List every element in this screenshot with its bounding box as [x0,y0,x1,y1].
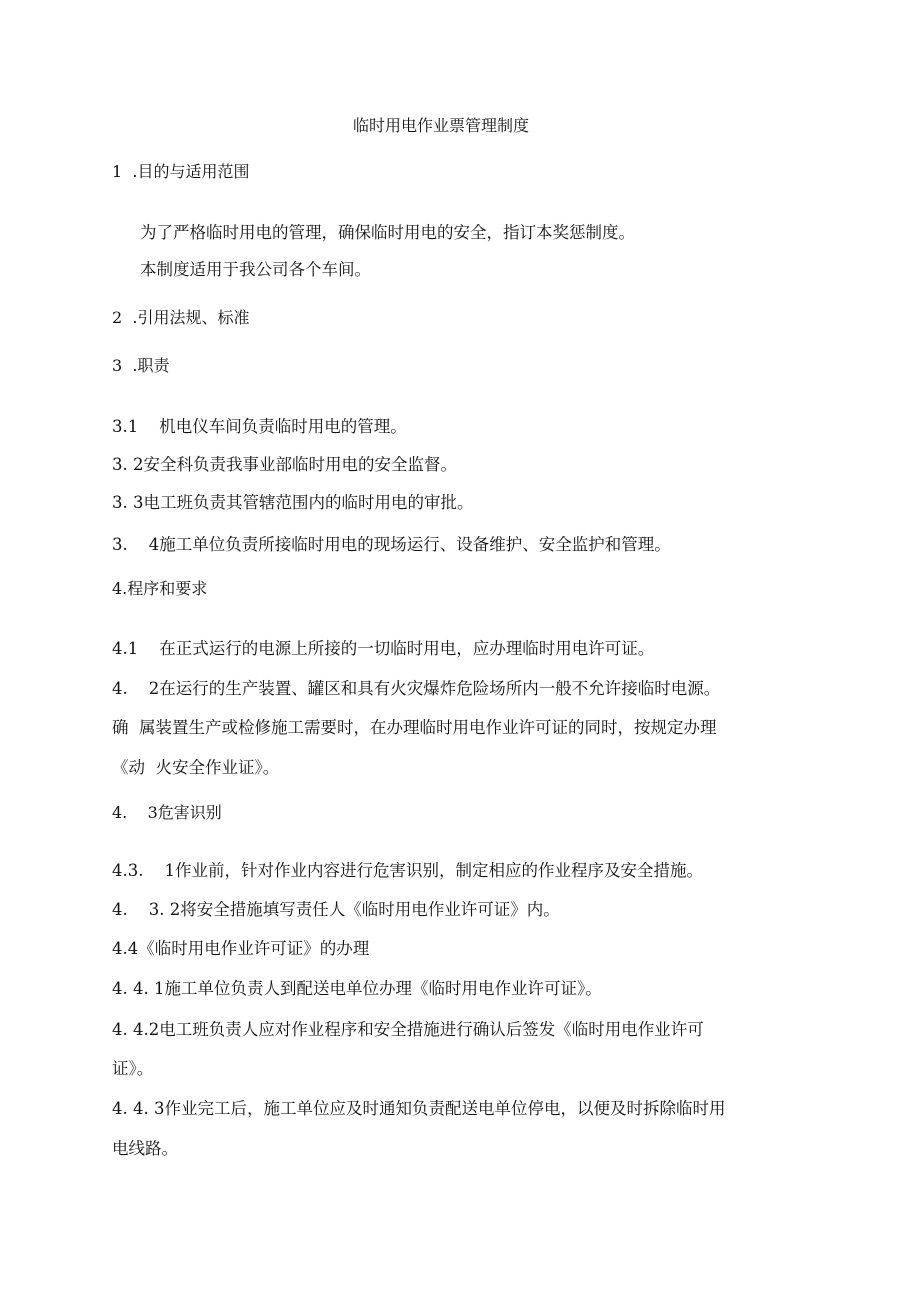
section-heading: 4.4《临时用电作业许可证》的办理 [112,939,370,958]
paragraph-line: 4. 4. 1施工单位负责人到配送电单位办理《临时用电作业许可证》。 [112,979,602,998]
section-heading: 2 .引用法规、标准 [112,308,250,327]
paragraph-line: 3. 3电工班负责其管辖范围内的临时用电的审批。 [112,493,474,512]
section-heading: 3 .职责 [112,356,170,375]
document-title: 临时用电作业票管理制度 [353,116,530,135]
section-heading: 4.程序和要求 [112,579,208,598]
paragraph-line: 3. 4施工单位负责所接临时用电的现场运行、设备维护、安全监护和管理。 [112,535,671,554]
paragraph-line: 3. 2安全科负责我事业部临时用电的安全监督。 [112,455,457,474]
paragraph-line: 为了严格临时用电的管理，确保临时用电的安全，指订本奖惩制度。 [140,223,635,242]
paragraph-line: 本制度适用于我公司各个车间。 [140,260,371,279]
section-heading: 4. 3危害识别 [112,803,222,822]
paragraph-line: 4. 4.2电工班负责人应对作业程序和安全措施进行确认后签发《临时用电作业许可 [112,1020,704,1039]
paragraph-line: 《动 火安全作业证》。 [112,758,280,777]
paragraph-line: 4.1 在正式运行的电源上所接的一切临时用电，应办理临时用电许可证。 [112,639,655,658]
paragraph-line: 4.3. 1作业前，针对作业内容进行危害识别，制定相应的作业程序及安全措施。 [112,861,703,880]
paragraph-line: 证》。 [112,1059,154,1078]
paragraph-line: 4. 3. 2将安全措施填写责任人《临时用电作业许可证》内。 [112,900,560,919]
paragraph-line: 4. 2在运行的生产装置、罐区和具有火灾爆炸危险场所内一般不允许接临时电源。 [112,679,721,698]
section-heading: 1 .目的与适用范围 [112,162,250,181]
paragraph-line: 3.1 机电仪车间负责临时用电的管理。 [112,417,407,436]
paragraph-line: 确 属装置生产或检修施工需要时，在办理临时用电作业许可证的同时，按规定办理 [112,718,717,737]
paragraph-line: 4. 4. 3作业完工后，施工单位应及时通知负责配送电单位停电，以便及时拆除临时用 [112,1099,726,1118]
paragraph-line: 电线路。 [112,1139,178,1158]
